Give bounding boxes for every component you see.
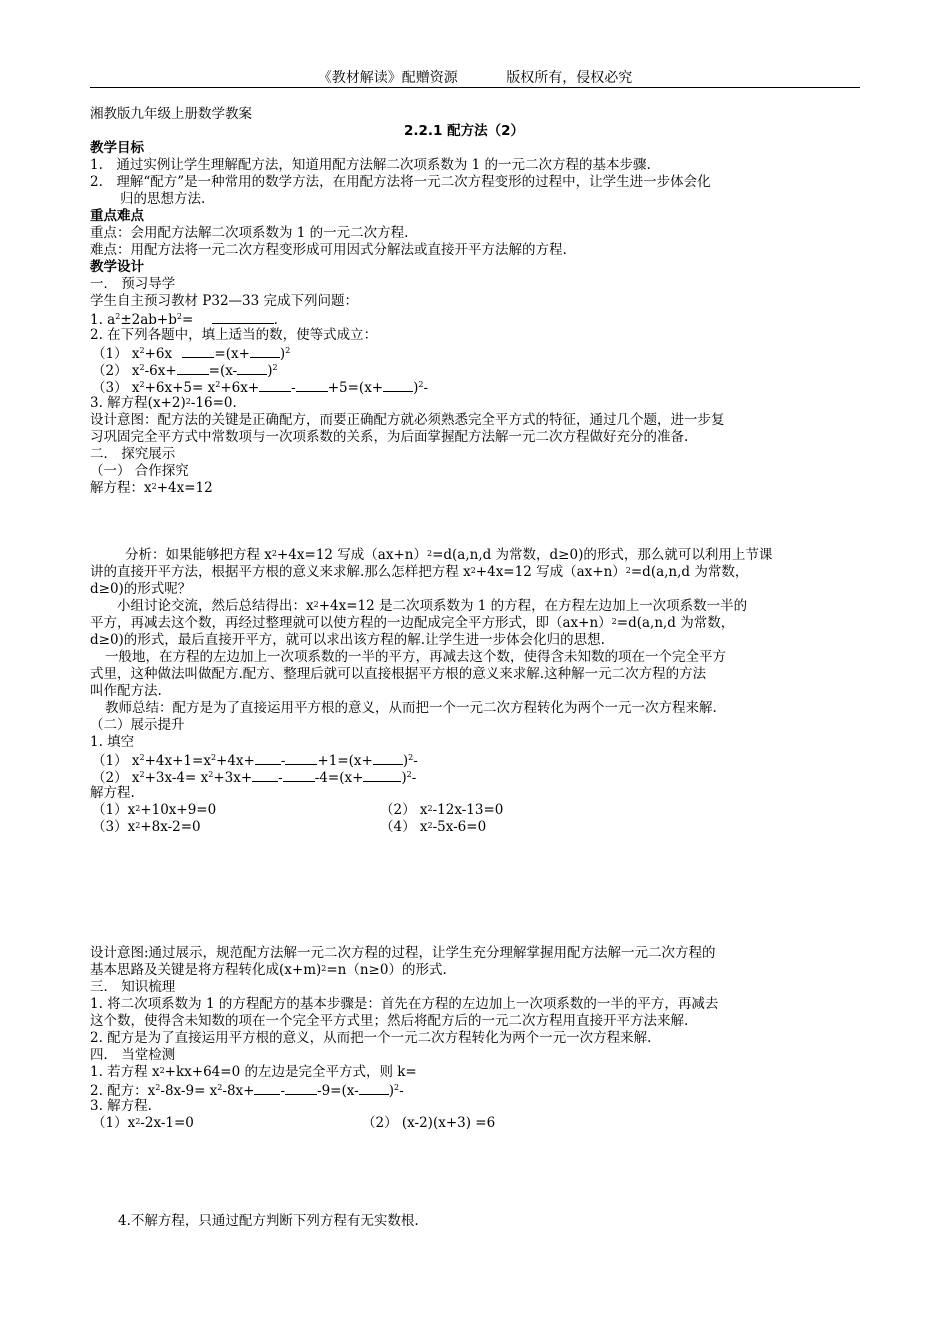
exercise-1: $(1)x^2+10x+9=0$ <box>92 802 217 818</box>
question-1: 1. $a^2\pm 2ab+b^2=$ . <box>90 312 278 328</box>
answer-blank <box>177 361 209 375</box>
header-left: 《教材解读》配赠资源 <box>317 70 458 86</box>
summary-1-line-1: 1. 将二次项系数为 1 的方程配方的基本步骤是：首先在方程的左边加上一次项系数的一半的平方，再减去 <box>90 996 719 1012</box>
answer-blank <box>250 344 280 358</box>
answer-blank <box>254 1081 280 1095</box>
group-line-1: 小组讨论交流，然后总结得出：$x^2+4x=12$ 是二次项系数为 1 的方程，在方程左边加上一次项系数一半的 <box>117 598 748 614</box>
answer-blank <box>283 768 315 782</box>
question-2-item-3: （3） $x^2+6x+5= x^2+6x+ - +5=(x+ )^2-$ <box>92 380 429 396</box>
design-heading: 教学设计 <box>90 259 144 275</box>
answer-blank <box>359 1081 389 1095</box>
teacher-summary: 教师总结：配方是为了直接运用平方根的意义，从而把一个一元二次方程转化为两个一元一次方程来解. <box>105 700 717 716</box>
section-1-heading: 一． 预习导学 <box>90 276 176 292</box>
answer-blank <box>252 768 278 782</box>
question-2: 2. 在下列各题中，填上适当的数，使等式成立： <box>90 327 378 343</box>
general-line-2: 式里，这种做法叫做配方.配方、整理后就可以直接根据平方根的意义来求解.这种解一元二次方程的方法 <box>90 666 707 682</box>
header-right: 版权所有，侵权必究 <box>506 70 633 86</box>
answer-blank <box>373 751 403 765</box>
solve-equation: 解方程：$x^2+4x=12$ <box>90 480 213 496</box>
goals-heading: 教学目标 <box>90 140 144 156</box>
header-rule <box>90 87 860 88</box>
key-point: 重点：会用配方法解二次项系数为 1 的一元二次方程. <box>90 225 409 241</box>
answer-blank <box>182 344 214 358</box>
goal-1: 1. 通过实例让学生理解配方法，知道用配方法解二次项系数为 1 的一元二次方程的基本步骤. <box>90 157 651 173</box>
test-3-item-1: $(1)x^2-2x-1=0$ <box>92 1115 194 1131</box>
answer-blank <box>383 378 413 392</box>
general-line-1: 一般地，在方程的左边加上一次项系数的一半的平方，再减去这个数，使得含未知数的项在一个完全平方 <box>105 649 726 665</box>
key-heading: 重点难点 <box>90 208 144 224</box>
group-line-3: d≥0)的形式，最后直接开平方，就可以求出该方程的解.让学生进一步体会化归的思想. <box>90 632 605 648</box>
answer-blank <box>285 1081 317 1095</box>
answer-blank <box>296 378 328 392</box>
question-2-item-1: （1） $x^2+6x =(x+ )^2$ <box>92 346 291 362</box>
answer-blank <box>212 310 274 324</box>
section-1-intro: 学生自主预习教材 P32—33 完成下列问题： <box>90 293 359 309</box>
difficult-point: 难点：用配方法将一元二次方程变形成可用因式分解法或直接开平方法解的方程. <box>90 242 567 258</box>
fill-item-1: （1） $x^2+4x+1=x^2+4x+ - +1=(x+ )^2-$ <box>92 753 418 769</box>
section-3-heading: 三． 知识梳理 <box>90 979 176 995</box>
group-line-2: 平方，再减去这个数，再经过整理就可以使方程的一边配成完全平方形式，即$(ax+n)^2=d(a,n,d$ 为常数， <box>90 615 735 631</box>
design-intent-1-line-2: 习巩固完全平方式中常数项与一次项系数的关系，为后面掌握配方法解一元二次方程做好充分的准备. <box>90 429 689 445</box>
general-line-3: 叫作配方法. <box>90 683 162 699</box>
exercise-3: $(3)x^2+8x-2=0$ <box>92 819 201 835</box>
section-4-heading: 四． 当堂检测 <box>90 1047 176 1063</box>
test-3-heading: 3. 解方程. <box>90 1098 152 1114</box>
analysis-line-3: d≥0)的形式呢？ <box>90 581 192 597</box>
design-intent-2-line-2: 基本思路及关键是将方程转化成$(x+m)^2=n(n\ge 0)$的形式. <box>90 962 447 978</box>
lesson-title: 2.2.1 配方法（2） <box>404 123 525 139</box>
analysis-line-1: 分析：如果能够把方程 $x^2+4x=12$ 写成$(ax+n)^2=d(a,n,d$ 为常数，d≥0)的形式，那么就可以利用上节课 <box>125 547 773 563</box>
exercise-4: （4） $x^2-5x-6=0$ <box>380 819 487 835</box>
subtitle: 湘教版九年级上册数学教案 <box>90 106 252 122</box>
test-3-item-2: （2） (x-2)(x+3) =6 <box>362 1115 496 1131</box>
summary-2: 2. 配方是为了直接运用平方根的意义，从而把一个一元二次方程转化为两个一元一次方程来解. <box>90 1030 652 1046</box>
fill-item-2: （2） $x^2+3x-4= x^2+3x+ - -4=(x+ )^2-$ <box>92 770 417 786</box>
goal-2-line-1: 2. 理解“配方”是一种常用的数学方法，在用配方法将一元二次方程变形的过程中，让学生进一步体会化 <box>90 174 711 190</box>
design-intent-1-line-1: 设计意图：配方法的关键是正确配方，而要正确配方就必须熟悉完全平方式的特征，通过几个题，进一步复 <box>90 412 725 428</box>
section-2-1-heading: （一） 合作探究 <box>90 463 189 479</box>
answer-blank <box>259 378 291 392</box>
summary-1-line-2: 这个数，使得含未知数的项在一个完全平方式里；然后将配方后的一元二次方程用直接开平方法来解. <box>90 1013 689 1029</box>
section-2-heading: 二． 探究展示 <box>90 446 176 462</box>
section-2-2-heading: （二）展示提升 <box>90 717 185 733</box>
answer-blank <box>255 751 281 765</box>
test-1: 1. 若方程 $x^2+kx+64=0$ 的左边是完全平方式，则 k= <box>90 1064 417 1080</box>
question-3: 3. 解方程$(x+2)^2-16=0$. <box>90 395 237 411</box>
question-2-item-2: （2） $x^2-6x+ =(x-$ )$^2$ <box>92 363 278 379</box>
answer-blank <box>363 768 401 782</box>
analysis-line-2: 讲的直接开平方法，根据平方根的意义来求解.那么怎样把方程 $x^2+4x=12$ 写成$(ax+n)^2=d(a,n,d$ 为常数， <box>90 564 749 580</box>
answer-blank <box>285 751 317 765</box>
exercise-2: （2） $x^2-12x-13=0$ <box>380 802 504 818</box>
goal-2-line-2: 归的思想方法. <box>120 191 206 207</box>
solve-heading: 解方程. <box>90 785 135 801</box>
fill-heading: 1. 填空 <box>90 734 135 750</box>
test-2: 2. 配方：$x^2-8x-9= x^2-8x+ - -9=(x-$ )$^2$- <box>90 1083 404 1099</box>
design-intent-2-line-1: 设计意图:通过展示，规范配方法解一元二次方程的过程，让学生充分理解掌握用配方法解一元二次方程的 <box>90 945 716 961</box>
answer-blank <box>237 361 267 375</box>
page-header <box>0 67 950 87</box>
test-4: 4.不解方程，只通过配方判断下列方程有无实数根. <box>118 1213 419 1229</box>
